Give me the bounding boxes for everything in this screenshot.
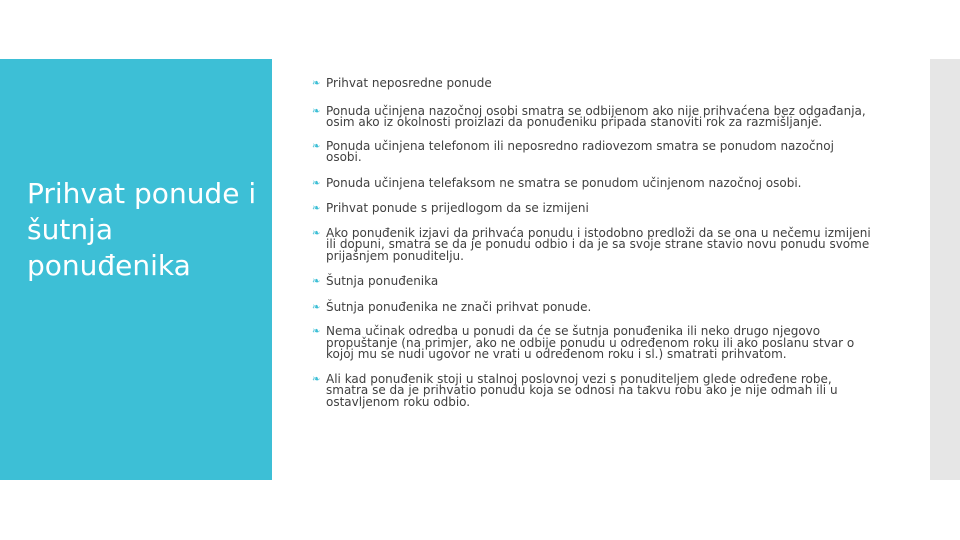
list-item-text: Šutnja ponuđenika (326, 274, 439, 288)
list-item-text: Šutnja ponuđenika ne znači prihvat ponude. (326, 299, 592, 314)
bullet-icon: ❧ (312, 373, 321, 385)
list-item (312, 78, 872, 90)
list-item-text: Ponuda učinjena telefonom ili neposredno radiovezom smatra se ponudom nazočnoj osobi. (326, 138, 834, 164)
list-item (312, 175, 872, 190)
bullet-icon: ❧ (312, 301, 321, 313)
list-item (312, 203, 872, 215)
list-item (312, 103, 872, 129)
bullet-icon: ❧ (312, 140, 321, 152)
bullet-icon: ❧ (312, 203, 321, 214)
bullet-list (312, 78, 872, 408)
bullet-icon: ❧ (312, 276, 321, 287)
list-item-text: Prihvat ponude s prijedlogom da se izmijeni (326, 201, 589, 215)
list-item (312, 299, 872, 314)
list-item (312, 371, 872, 409)
list-item-text: Prihvat neposredne ponude (326, 76, 492, 90)
list-item-text: Ali kad ponuđenik stoji u stalnoj poslovnoj vezi s ponuditeljem glede određene robe, smatra se da je prihvatio ponudu koja se odnosi na takvu robu ako je nije odmah ili u ostavljenom roku odbio. (326, 371, 838, 409)
list-item-text: Nema učinak odredba u ponudi da će se šutnja ponuđenika ili neko drugo njegovo propuštanje (na primjer, ako ne odbije ponudu u određenom roku ili ako poslanu stvar o kojoj mu se nudi ugovor ne vrati u određenom roku i sl.) smatrati prihvatom. (326, 324, 855, 361)
list-item-text: Ako ponuđenik izjavi da prihvaća ponudu i istodobno predloži da se ona u nečemu izmijeni ili dopuni, smatra se da je ponudu odbio i da je sa svoje strane stavio novu ponudu svome prijašnjem ponuditelju. (326, 225, 871, 263)
list-item-text: Ponuda učinjena telefaksom ne smatra se ponudom učinjenom nazočnoj osobi. (326, 175, 802, 190)
bullet-icon: ❧ (312, 105, 321, 117)
slide-title: Prihvat ponude i šutnja ponuđenika (27, 177, 257, 282)
list-item (312, 138, 872, 164)
bullet-icon: ❧ (312, 177, 321, 189)
right-decorative-bar (930, 59, 960, 480)
list-item (312, 276, 872, 288)
bullet-icon: ❧ (312, 227, 321, 239)
list-item (312, 225, 872, 263)
list-item (312, 326, 872, 361)
bullet-icon: ❧ (312, 78, 321, 89)
bullet-icon: ❧ (312, 326, 321, 337)
list-item-text: Ponuda učinjena nazočnoj osobi smatra se odbijenom ako nije prihvaćena bez odgađanja, osim ako iz okolnosti proizlazi da ponuđeniku pripada stanoviti rok za razmišljanje. (326, 103, 866, 129)
